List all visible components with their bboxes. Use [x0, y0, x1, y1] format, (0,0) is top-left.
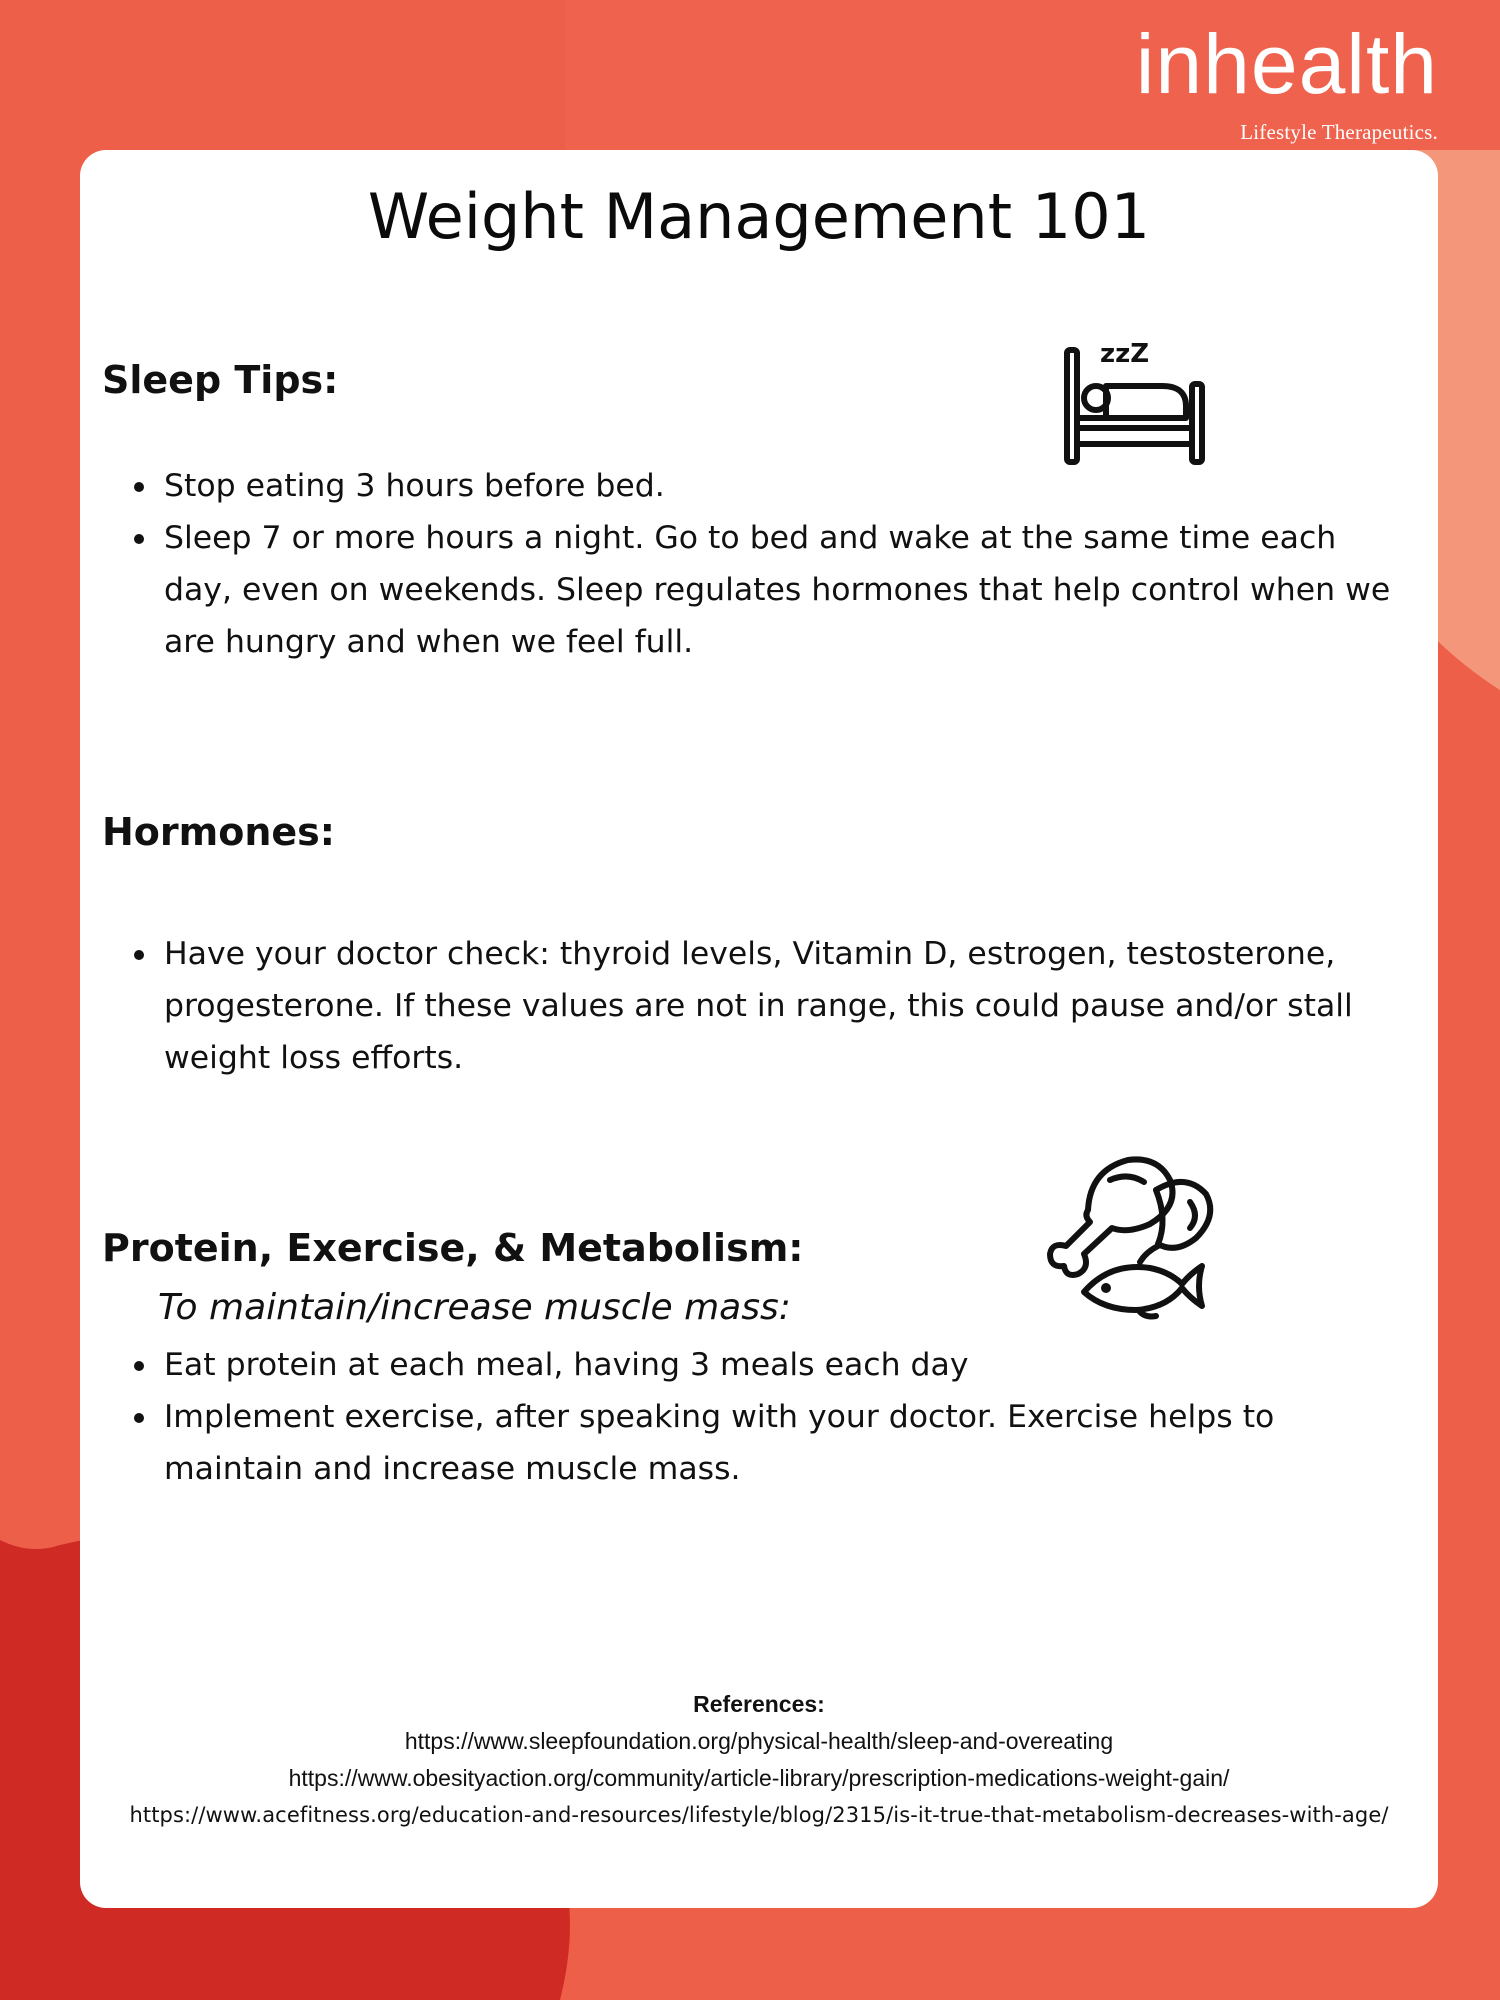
protein-list	[102, 1339, 1392, 1495]
brand-name: inhealth	[1135, 17, 1438, 111]
sleep-tips-list	[102, 460, 1392, 668]
page-title: Weight Management 101	[367, 180, 1151, 253]
list-item: Implement exercise, after speaking with your doctor. Exercise helps to maintain and increase muscle mass.	[102, 1391, 1392, 1495]
reference-link[interactable]: https://www.obesityaction.org/community/article-library/prescription-medications-weight-gain/	[288, 1765, 1230, 1791]
snore-text: zzZ	[1100, 339, 1150, 369]
reference-link[interactable]: https://www.acefitness.org/education-and-resources/lifestyle/blog/2315/is-it-true-that-metabolism-decreases-with-age/	[129, 1803, 1389, 1827]
hormones-list	[102, 928, 1392, 1084]
references	[80, 1686, 1438, 1834]
sleeping-bed-icon	[1062, 308, 1222, 468]
protein-heading: Protein, Exercise, & Metabolism:	[102, 1226, 804, 1270]
brand-logo	[1135, 17, 1438, 145]
protein-food-icon	[1040, 1150, 1220, 1320]
list-item: Eat protein at each meal, having 3 meals each day	[102, 1339, 1392, 1391]
list-item: Have your doctor check: thyroid levels, Vitamin D, estrogen, testosterone, progesterone. If these values are not in range, this could pause and/or stall weight loss efforts.	[102, 928, 1392, 1084]
protein-subheading: To maintain/increase muscle mass:	[158, 1287, 791, 1328]
list-item: Stop eating 3 hours before bed.	[102, 460, 1392, 512]
list-item: Sleep 7 or more hours a night. Go to bed and wake at the same time each day, even on weekends. Sleep regulates hormones that help control when we are hungry and when we feel full.	[102, 512, 1392, 668]
hormones-heading: Hormones:	[102, 810, 335, 854]
reference-link[interactable]: https://www.sleepfoundation.org/physical-health/sleep-and-overeating	[404, 1728, 1114, 1754]
content-card	[80, 150, 1438, 1908]
references-heading: References:	[693, 1691, 825, 1717]
brand-tagline: Lifestyle Therapeutics.	[1240, 120, 1438, 144]
sleep-tips-heading: Sleep Tips:	[102, 358, 339, 402]
